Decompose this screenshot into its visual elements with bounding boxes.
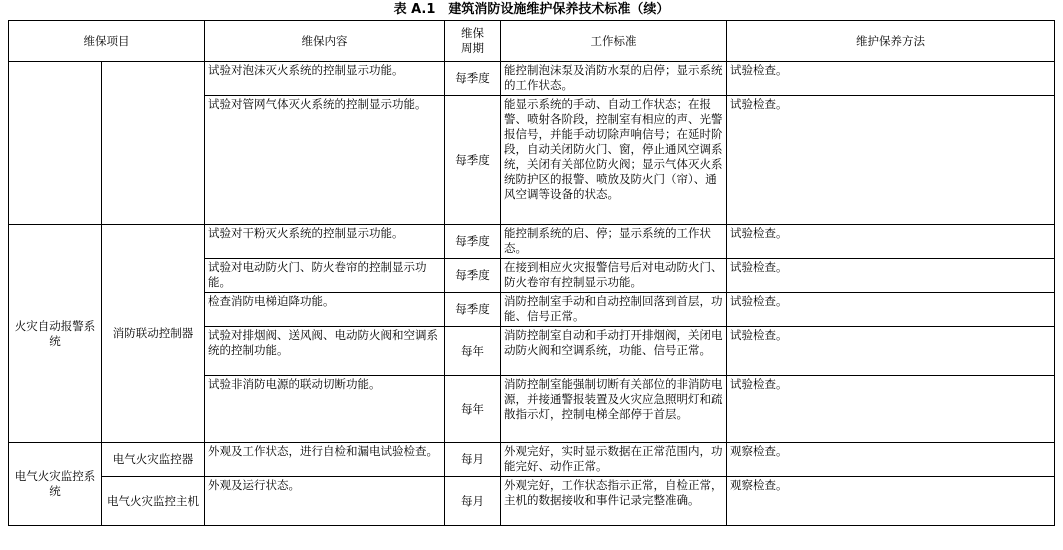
method-cell: 试验检查。	[727, 225, 1055, 259]
content-cell: 试验对排烟阀、送风阀、电动防火阀和空调系统的控制功能。	[205, 327, 445, 376]
subgroup-linkage-controller: 消防联动控制器	[102, 225, 205, 443]
subgroup-host: 电气火灾监控主机	[102, 477, 205, 526]
header-period	[445, 21, 501, 62]
standard-cell: 消防控制室手动和自动控制回落到首层，功能、信号正常。	[501, 293, 727, 327]
period-cell: 每月	[445, 477, 501, 526]
period-cell: 每季度	[445, 225, 501, 259]
table-row	[9, 443, 1055, 477]
table-row	[9, 477, 1055, 526]
period-cell: 每年	[445, 376, 501, 443]
header-method: 维护保养方法	[727, 21, 1055, 62]
method-cell: 试验检查。	[727, 327, 1055, 376]
method-cell: 试验检查。	[727, 62, 1055, 96]
header-period-line1: 维保	[461, 26, 484, 40]
group-electrical-fire: 电气火灾监控系统	[9, 443, 102, 526]
subgroup-cell-empty	[102, 62, 205, 225]
header-content: 维保内容	[205, 21, 445, 62]
content-cell: 外观及运行状态。	[205, 477, 445, 526]
content-cell: 试验对管网气体灭火系统的控制显示功能。	[205, 96, 445, 225]
standard-cell: 外观完好，实时显示数据在正常范围内，功能完好、动作正常。	[501, 443, 727, 477]
subgroup-detector: 电气火灾监控器	[102, 443, 205, 477]
method-cell: 观察检查。	[727, 477, 1055, 526]
method-cell: 试验检查。	[727, 259, 1055, 293]
table-row	[9, 225, 1055, 259]
period-cell: 每季度	[445, 259, 501, 293]
header-period-line2: 周期	[461, 41, 484, 55]
standard-cell: 能控制泡沫泵及消防水泵的启停；显示系统的工作状态。	[501, 62, 727, 96]
standard-cell: 能控制系统的启、停；显示系统的工作状态。	[501, 225, 727, 259]
group-cell-empty	[9, 62, 102, 225]
standard-cell: 外观完好，工作状态指示正常，自检正常，主机的数据接收和事件记录完整准确。	[501, 477, 727, 526]
header-item: 维保项目	[9, 21, 205, 62]
method-cell: 试验检查。	[727, 96, 1055, 225]
standard-cell: 消防控制室自动和手动打开排烟阀，关闭电动防火阀和空调系统，功能、信号正常。	[501, 327, 727, 376]
content-cell: 试验对泡沫灭火系统的控制显示功能。	[205, 62, 445, 96]
period-cell: 每月	[445, 443, 501, 477]
header-standard: 工作标准	[501, 21, 727, 62]
maintenance-table	[8, 20, 1055, 526]
content-cell: 试验对干粉灭火系统的控制显示功能。	[205, 225, 445, 259]
content-cell: 检查消防电梯迫降功能。	[205, 293, 445, 327]
standard-cell: 在接到相应火灾报警信号后对电动防火门、防火卷帘有控制显示功能。	[501, 259, 727, 293]
period-cell: 每季度	[445, 96, 501, 225]
method-cell: 试验检查。	[727, 293, 1055, 327]
standard-cell: 消防控制室能强制切断有关部位的非消防电源，并接通警报装置及火灾应急照明灯和疏散指示灯，控制电梯全部停于首层。	[501, 376, 727, 443]
method-cell: 观察检查。	[727, 443, 1055, 477]
content-cell: 试验非消防电源的联动切断功能。	[205, 376, 445, 443]
content-cell: 外观及工作状态，进行自检和漏电试验检查。	[205, 443, 445, 477]
period-cell: 每年	[445, 327, 501, 376]
period-cell: 每季度	[445, 293, 501, 327]
method-cell: 试验检查。	[727, 376, 1055, 443]
table-row	[9, 62, 1055, 96]
content-cell: 试验对电动防火门、防火卷帘的控制显示功能。	[205, 259, 445, 293]
period-cell: 每季度	[445, 62, 501, 96]
group-fire-alarm: 火灾自动报警系统	[9, 225, 102, 443]
standard-cell: 能显示系统的手动、自动工作状态；在报警、喷射各阶段，控制室有相应的声、光警报信号，并能手动切除声响信号；在延时阶段，自动关闭防火门、窗，停止通风空调系统，关闭有关部位防火阀；显示气体灭火系统防护区的报警、喷放及防火门（帘）、通风空调等设备的状态。	[501, 96, 727, 225]
header-row	[9, 21, 1055, 62]
table-title: 表 A.1 建筑消防设施维护保养技术标准（续）	[393, 2, 670, 17]
